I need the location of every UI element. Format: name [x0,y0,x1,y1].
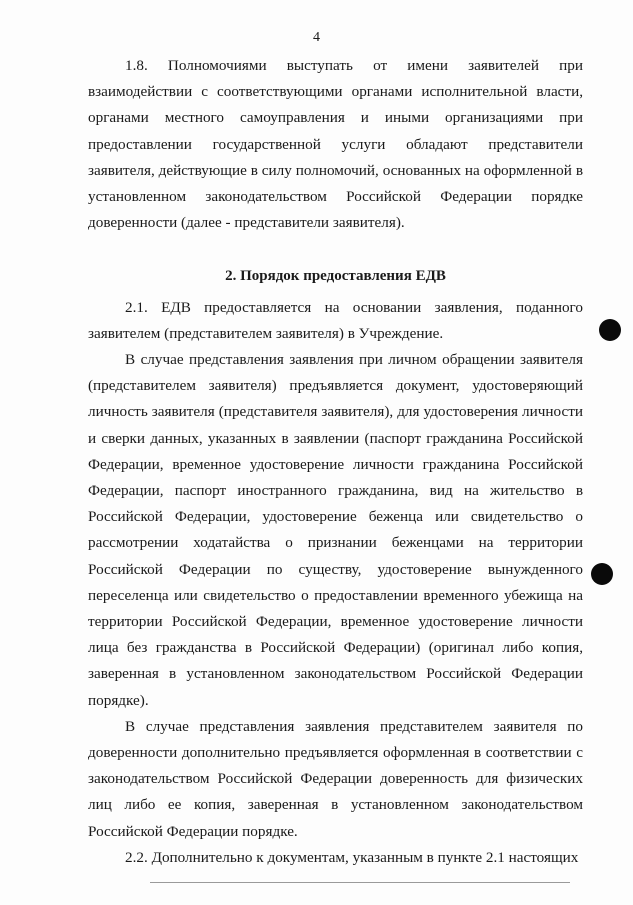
page-number: 4 [313,30,320,45]
punch-hole-mark [599,319,621,341]
punch-hole-mark [591,563,613,585]
paragraph-personal-submission: В случае представления заявления при личном обращении заявителя (представителем заявителя) предъявляется документ, удостоверяющий личность заявителя (представителя заявителя), для удостоверения личности и сверки данных, указанных в заявлении (паспорт гражданина Российской Федерации, временное удостоверение личности гражданина Российской Федерации, паспорт иностранного гражданина, вид на жительство в Российской Федерации, удостоверение беженца или свидетельство о рассмотрении ходатайства о признании беженцами на территории Российской Федерации по существу, удостоверение вынужденного переселенца или свидетельство о предоставлении временного убежища на территории Российской Федерации, временное удостоверение личности лица без гражданства в Российской Федерации) (оригинал либо копия, заверенная в установленном законодательством Российской Федерации порядке). [88,351,583,709]
paragraph-2-2: 2.2. Дополнительно к документам, указанным в пункте 2.1 настоящих [125,848,579,866]
paragraph-2-1: 2.1. ЕДВ предоставляется на основании заявления, поданного заявителем (представителем заявителя) в Учреждение. [88,298,583,342]
document-body [88,53,583,871]
paragraph-1-8: 1.8. Полномочиями выступать от имени заявителей при взаимодействии с соответствующими органами исполнительной власти, органами местного самоуправления и иными организациями при предоставлении государственной услуги обладают представители заявителя, действующие в силу полномочий, основанных на оформленной в установленном законодательством Российской Федерации порядке доверенности (далее - представители заявителя). [88,57,583,232]
section-heading: 2. Порядок предоставления ЕДВ [225,268,446,285]
paragraph-representative-submission: В случае представления заявления представителем заявителя по доверенности дополнительно предъявляется оформленная в соответствии с законодательством Российской Федерации доверенность для физических лиц либо ее копия, заверенная в установленном законодательством Российской Федерации порядке. [88,717,583,840]
scan-artifact-line [150,882,570,883]
